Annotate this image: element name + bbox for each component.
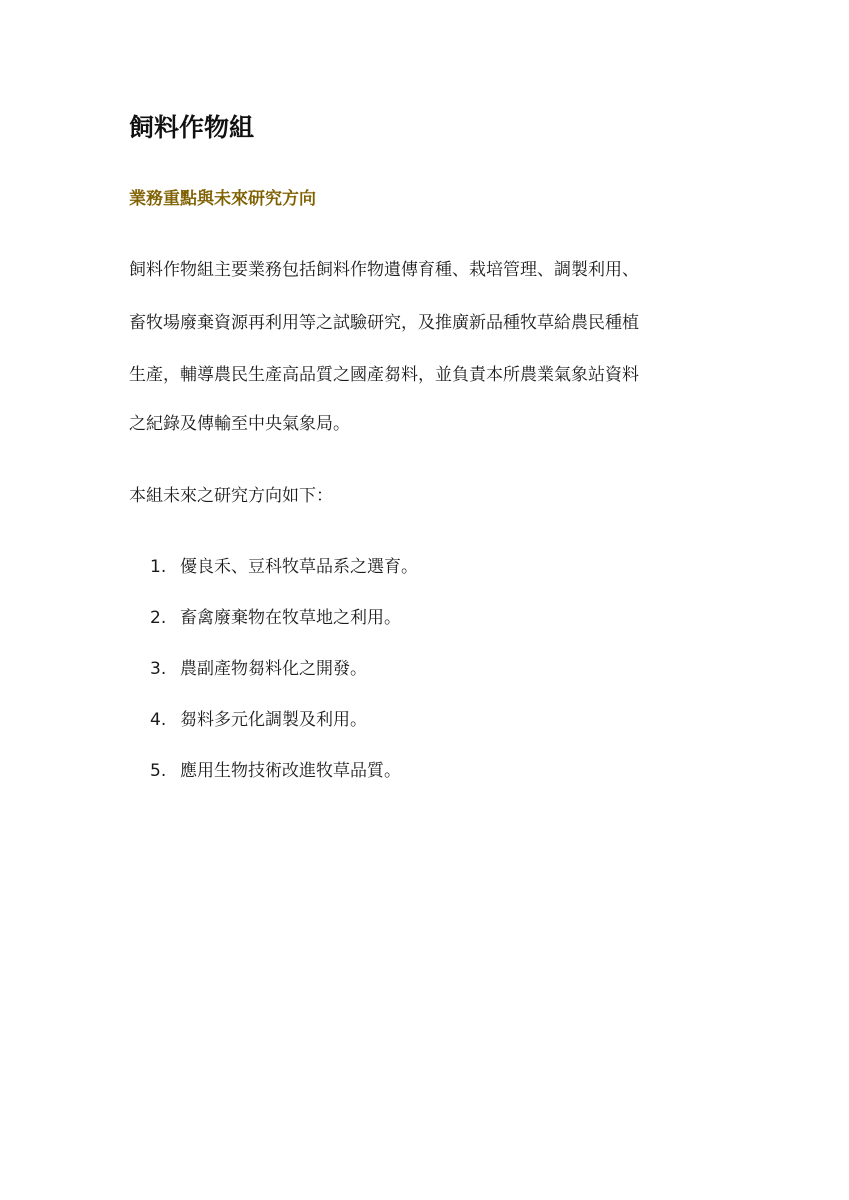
- list-item: [150, 606, 418, 657]
- list-intro: 本組未來之研究方向如下：: [129, 486, 333, 506]
- paragraph-line: 飼料作物組主要業務包括飼料作物遺傳育種、栽培管理、調製利用、: [129, 260, 639, 280]
- paragraph-line: 生產，輔導農民生產高品質之國產芻料，並負責本所農業氣象站資料: [129, 365, 639, 385]
- list-item-number: 3.: [150, 659, 167, 679]
- list-item-text: 芻料多元化調製及利用。: [180, 710, 367, 730]
- list-item-text: 畜禽廢棄物在牧草地之利用。: [180, 608, 401, 628]
- list-item: [150, 759, 418, 810]
- list-item-number: 5.: [150, 761, 167, 781]
- list-item: [150, 708, 418, 759]
- list-item-number: 2.: [150, 608, 167, 628]
- list-item-text: 農副產物芻料化之開發。: [180, 659, 367, 679]
- list-item: [150, 657, 418, 708]
- list-item-text: 應用生物技術改進牧草品質。: [180, 761, 401, 781]
- list-item-number: 4.: [150, 710, 167, 730]
- list-item-text: 優良禾、豆科牧草品系之選育。: [180, 557, 418, 577]
- paragraph-line: 之紀錄及傳輸至中央氣象局。: [129, 414, 350, 434]
- page-title: 飼料作物組: [129, 113, 255, 142]
- section-heading: 業務重點與未來研究方向: [129, 189, 316, 209]
- list-item-number: 1.: [150, 557, 167, 577]
- research-direction-list: [150, 555, 418, 810]
- list-item: [150, 555, 418, 606]
- paragraph-line: 畜牧場廢棄資源再利用等之試驗研究，及推廣新品種牧草給農民種植: [129, 313, 639, 333]
